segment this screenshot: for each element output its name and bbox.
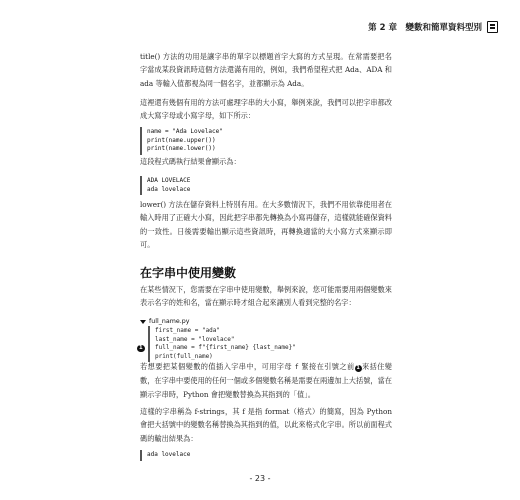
paragraph-text: 方法在儲存資料上特別有用。在大多數情況下，我們不用依靠使用者在輸入時用了正確大小寫，因此把字串都先轉換為小寫再儲存，這樣就能確保資料的一致性。日後需要輸出顯示這些資訊時，再轉換適當的大小寫方式來顯示即可。 [140,200,392,249]
callout-marker: 1 [356,364,360,371]
paragraph-variables-intro: 在某些情況下，您需要在字串中使用變數，舉例來說，您可能需要用兩個變數來表示名字的姓和名，當在顯示時才組合起來讓別人看到完整的名字： [140,285,392,308]
listing-title [140,317,392,326]
output-block-fullname: ada lovelace [140,450,394,461]
paragraph-text: 方法的功用是讓字串的單字以標題首字大寫的方式呈現。在常需要把名字當成某段資訊時這個方法還滿有用的，例如，我們希望程式把 Ada、ADA 和 ada 等輸入值都視為同一個名字，並都顯示為 Ada。 [140,52,392,88]
paragraph-fstrings: 這樣的字串稱為 f-strings，其 f 是指 format（格式）的簡寫，因為 Python 會把大括號中的變數名稱替換為其指到的值，以此來格式化字串。所以前面程式碼的輸出結果為： [140,407,392,443]
running-header [368,19,498,35]
output-block-case: ADA LOVELACE ada lovelace [140,176,394,195]
paragraph-text: 緊接在引號之前 [298,362,355,371]
paragraph-fstring-explain [140,360,392,401]
code-line: first_name = "ada" [155,327,221,334]
paragraph-text: 若想要把某個變數的值插入字串中，可用字母 [140,362,295,371]
code-listing [140,317,392,362]
paragraph-result-intro: 這段程式碼執行結果會顯示為： [140,157,241,166]
code-text: full_name = f"{first_name} {last_name}" [155,344,296,352]
paragraph-case-methods: 這裡還有幾個有用的方法可處理字串的大小寫，舉例來說，我們可以把字串都改成大寫字母或小寫字母，如下所示： [140,98,392,121]
page-number: - 23 - [249,474,271,483]
method-name: title() [140,52,161,61]
paragraph-lower-method [140,198,392,251]
code-block-case: name = "Ada Lovelace" print(name.upper()) print(name.lower()) [140,127,394,155]
inline-code: f [294,363,299,371]
method-name: lower() [140,200,167,209]
code-line [138,344,392,353]
download-arrow-icon [140,320,146,324]
code-line: print(full_name) [155,352,213,360]
section-heading: 在字串中使用變數 [140,266,237,280]
listing-code [138,326,392,362]
chapter-title: 第 2 章 變數和簡單資料型別 [368,23,482,33]
book-icon [487,21,498,33]
paragraph-text: 來括住變數，在字串中要使用的任何一個或多個變數名稱是需要在兩邊加上大括號，當在顯示字串時，Python 會把變數替換為其指到的「值」。 [140,362,392,399]
callout-marker: 1 [138,344,143,351]
code-line: last_name = "lovelace" [155,335,235,343]
listing-filename: full_name.py [149,318,190,325]
paragraph-title-method [140,50,392,90]
